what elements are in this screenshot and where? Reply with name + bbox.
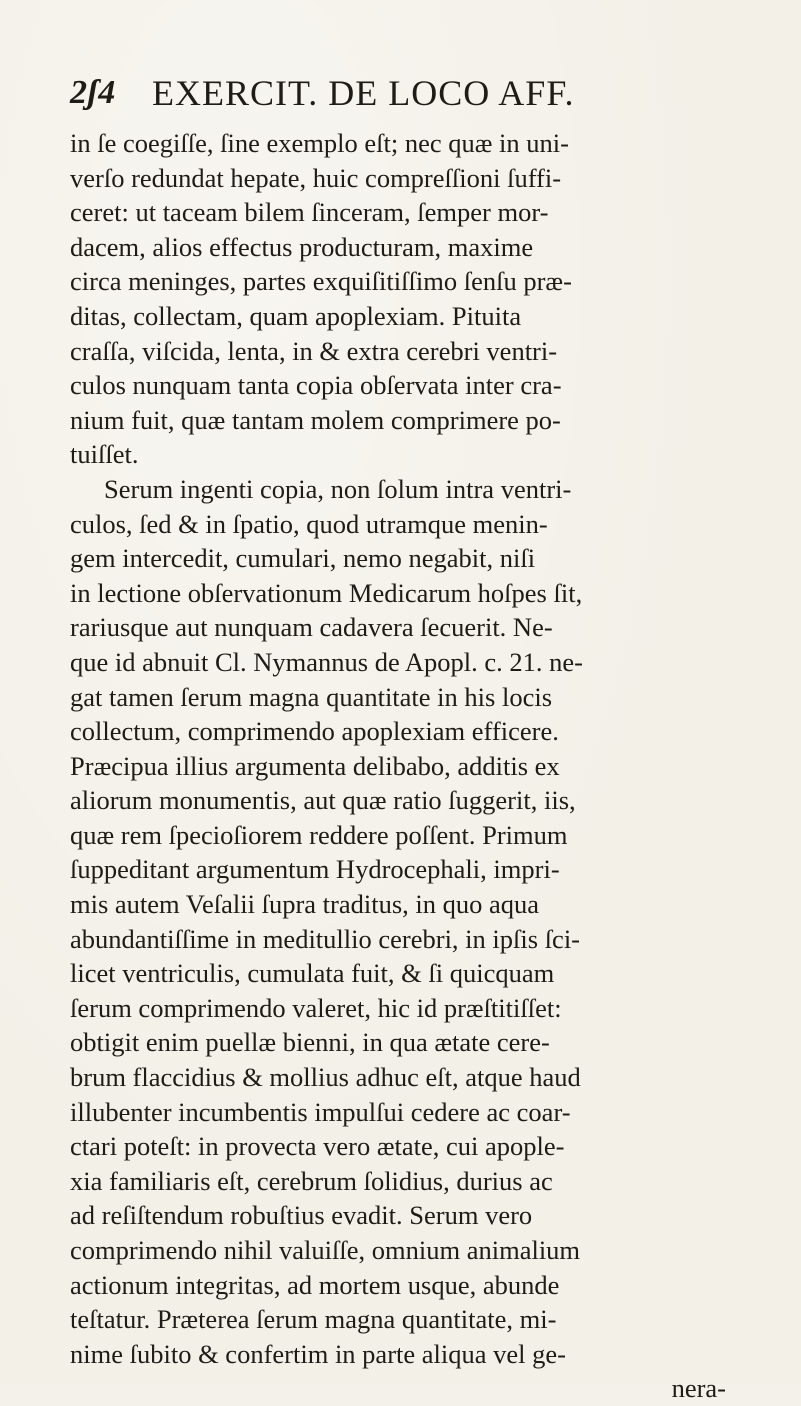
text-line: circa meninges, partes exquiſitiſſimo ſenſu præ- <box>70 266 572 297</box>
text-line: que id abnuit Cl. Nymannus de Apopl. c. 21. ne- <box>70 646 583 677</box>
text-line: culos nunquam tanta copia obſervata inter cra- <box>70 370 562 401</box>
text-line: culos, ſed & in ſpatio, quod utramque menin- <box>70 508 548 539</box>
text-line: quæ rem ſpecioſiorem reddere poſſent. Primum <box>70 819 568 850</box>
paragraph-start-line: Serum ingenti copia, non ſolum intra ventri- <box>104 473 572 504</box>
text-line: licet ventriculis, cumulata fuit, & ſi quicquam <box>70 958 555 989</box>
text-line: actionum integritas, ad mortem usque, abunde <box>70 1269 560 1300</box>
text-line: nium fuit, quæ tantam molem comprimere po- <box>70 404 561 435</box>
text-line: ditas, collectam, quam apoplexiam. Pituita <box>70 300 522 331</box>
text-line: in ſe coegiſſe, ſine exemplo eſt; nec quæ in uni- <box>70 128 569 158</box>
text-line: verſo redundat hepate, huic compreſſioni ſuffi- <box>70 162 562 193</box>
text-line: gem intercedit, cumulari, nemo negabit, niſi <box>70 543 536 574</box>
text-line: rariusque aut nunquam cadavera ſecuerit. Ne- <box>70 612 553 643</box>
text-line: Præcipua illius argumenta delibabo, additis ex <box>70 750 560 781</box>
text-line: abundantiſſime in meditullio cerebri, in ipſis ſci- <box>70 923 581 954</box>
body-text <box>70 126 740 1406</box>
text-line: ad reſiſtendum robuſtius evadit. Serum vero <box>70 1200 533 1231</box>
page-header <box>70 72 690 118</box>
text-line: aliorum monumentis, aut quæ ratio ſuggerit, iis, <box>70 785 576 816</box>
text-line: dacem, alios effectus producturam, maxime <box>70 231 534 262</box>
text-line: illubenter incumbentis impulſui cedere ac coar- <box>70 1096 571 1127</box>
text-line: teſtatur. Præterea ſerum magna quantitate, mi- <box>70 1304 557 1335</box>
text-line: ſerum comprimendo valeret, hic id præſtitiſſet: <box>70 992 562 1023</box>
text-line: comprimendo nihil valuiſſe, omnium animalium <box>70 1235 581 1265</box>
text-line: brum flaccidius & mollius adhuc eſt, atque haud <box>70 1062 581 1093</box>
text-line: collectum, comprimendo apoplexiam efficere. <box>70 716 559 747</box>
text-line: xia familiaris eſt, cerebrum ſolidius, durius ac <box>70 1165 553 1196</box>
text-line: ſuppeditant argumentum Hydrocephali, impri- <box>70 854 560 885</box>
text-line: obtigit enim puellæ bienni, in qua ætate cere- <box>70 1027 550 1058</box>
text-line: tuiſſet. <box>70 439 139 470</box>
page-number: 2ʃ4 <box>70 74 116 111</box>
text-line: mis autem Veſalii ſupra traditus, in quo aqua <box>70 889 540 920</box>
text-line: nime ſubito & confertim in parte aliqua vel ge- <box>70 1338 566 1369</box>
text-line: gat tamen ſerum magna quantitate in his locis <box>70 681 553 712</box>
text-line: craſſa, viſcida, lenta, in & extra cerebri ventri- <box>70 335 558 366</box>
running-head: EXERCIT. DE LOCO AFF. <box>152 73 575 113</box>
text-line: in lectione obſervationum Medicarum hoſpes ſit, <box>70 577 583 608</box>
text-line: ceret: ut taceam bilem ſinceram, ſemper mor- <box>70 197 549 228</box>
text-line: ctari poteſt: in provecta vero ætate, cui apople- <box>70 1131 565 1162</box>
catchword: nera- <box>671 1373 726 1404</box>
